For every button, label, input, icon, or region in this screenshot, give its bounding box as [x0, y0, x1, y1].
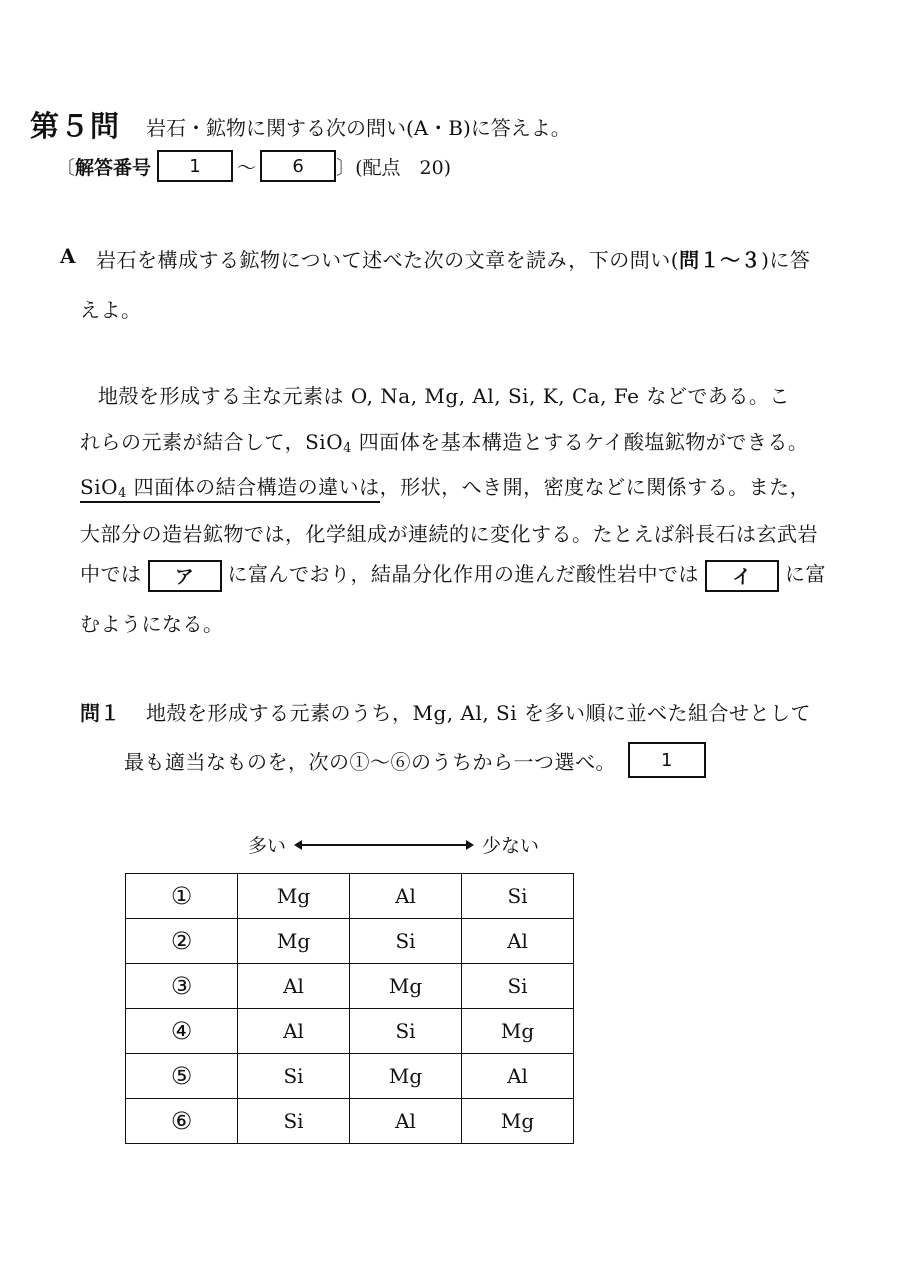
table-row — [126, 1054, 574, 1099]
passage-text: に富 — [785, 562, 826, 586]
table-row — [126, 964, 574, 1009]
answer-number-label: 解答番号 — [75, 156, 152, 179]
more-label: 多い — [248, 835, 287, 857]
question-1-answer-box: 1 — [628, 742, 706, 778]
instruction-question-range: 問１〜３ — [679, 248, 762, 272]
table-cell: Mg — [350, 964, 462, 1009]
passage-text: に富んでおり，結晶分化作用の進んだ酸性岩中では — [227, 562, 699, 586]
table-cell: Al — [238, 964, 350, 1009]
table-row — [126, 1099, 574, 1144]
blank-a-box: ア — [148, 560, 222, 592]
table-cell: Mg — [238, 919, 350, 964]
section-a-instruction-line2: えよ。 — [80, 298, 142, 322]
underlined-text: SiO — [80, 475, 118, 499]
subscript: 4 — [343, 441, 352, 456]
section-a-label: A — [60, 244, 76, 268]
blank-i-box: イ — [705, 560, 779, 592]
choice-number: ⑤ — [126, 1054, 238, 1099]
table-cell: Si — [462, 964, 574, 1009]
question-1-line2-text: 最も適当なものを，次の①〜⑥のうちから一つ選べ。 — [124, 749, 616, 774]
table-cell: Mg — [462, 1099, 574, 1144]
question-intro: 岩石・鉱物に関する次の問い(A・B)に答えよ。 — [146, 116, 571, 140]
table-cell: Si — [238, 1054, 350, 1099]
points-label: (配点 20) — [355, 156, 452, 179]
table-cell: Mg — [462, 1009, 574, 1054]
choice-table — [125, 873, 574, 1144]
passage-text: ，形状，へき開，密度などに関係する。また， — [379, 475, 811, 499]
passage-text: 中では — [80, 562, 142, 586]
passage-line-2 — [80, 426, 808, 456]
question-1-label: 問１ — [80, 701, 120, 725]
question-1-line1: 地殻を形成する元素のうち，Mg, Al, Si を多い順に並べた組合せとして — [146, 701, 812, 725]
instruction-text: 岩石を構成する鉱物について述べた次の文章を読み，下の問い( — [96, 248, 680, 272]
table-cell: Al — [350, 874, 462, 919]
subscript: 4 — [118, 486, 127, 501]
table-row — [126, 874, 574, 919]
table-cell: Al — [350, 1099, 462, 1144]
table-cell: Al — [462, 1054, 574, 1099]
table-cell: Mg — [238, 874, 350, 919]
bracket-open: 〔 — [56, 156, 76, 179]
passage-text: 四面体を基本構造とするケイ酸塩鉱物ができる。 — [351, 430, 809, 454]
abundance-arrow-header — [248, 831, 539, 858]
section-a-instruction-line1 — [96, 244, 810, 273]
question-1-line2 — [124, 742, 706, 778]
answer-start-box: 1 — [157, 150, 233, 182]
passage-text: れらの元素が結合して，SiO — [80, 430, 344, 454]
less-label: 少ない — [482, 835, 540, 857]
underlined-text: 四面体の結合構造の違いは — [126, 475, 380, 499]
table-row — [126, 1009, 574, 1054]
underlined-phrase — [80, 475, 380, 503]
passage-line-6: むようになる。 — [80, 612, 224, 636]
table-cell: Mg — [350, 1054, 462, 1099]
table-cell: Si — [350, 1009, 462, 1054]
table-row — [126, 919, 574, 964]
bracket-close: 〕 — [336, 156, 356, 179]
choice-number: ⑥ — [126, 1099, 238, 1144]
passage-line-3 — [80, 471, 810, 501]
table-cell: Si — [238, 1099, 350, 1144]
instruction-text-end: )に答 — [761, 248, 811, 272]
range-separator: 〜 — [237, 156, 257, 179]
table-cell: Si — [350, 919, 462, 964]
answer-range-line — [56, 150, 451, 182]
choice-number: ② — [126, 919, 238, 964]
choice-number: ④ — [126, 1009, 238, 1054]
double-arrow-icon — [300, 844, 468, 846]
table-cell: Al — [238, 1009, 350, 1054]
choice-number: ① — [126, 874, 238, 919]
passage-line-1: 地殻を形成する主な元素は O, Na, Mg, Al, Si, K, Ca, Fe などである。こ — [98, 384, 790, 408]
question-number-title: 第５問 — [30, 109, 121, 143]
choice-number: ③ — [126, 964, 238, 1009]
answer-end-box: 6 — [260, 150, 336, 182]
passage-line-4: 大部分の造岩鉱物では，化学組成が連続的に変化する。たとえば斜長石は玄武岩 — [80, 522, 818, 546]
table-cell: Al — [462, 919, 574, 964]
table-cell: Si — [462, 874, 574, 919]
passage-line-5 — [80, 558, 826, 592]
